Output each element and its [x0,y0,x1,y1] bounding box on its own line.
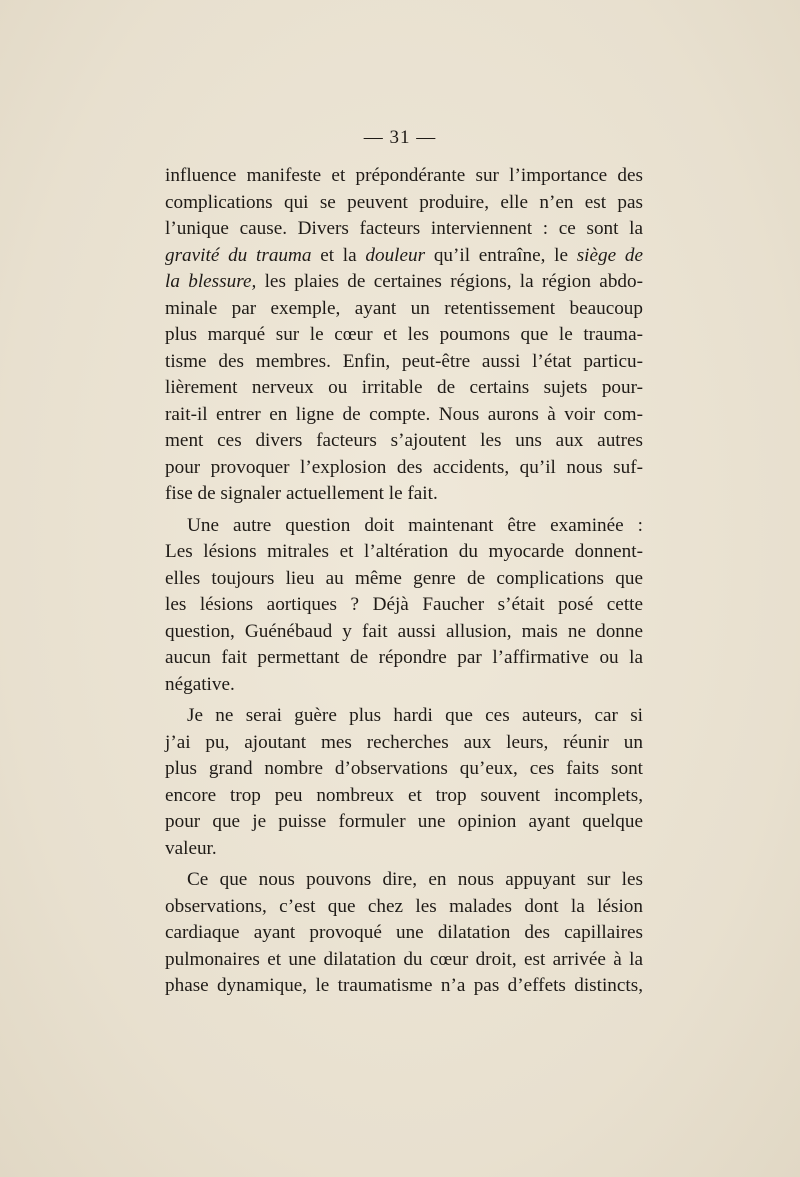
paragraph [165,513,643,699]
text-line: rait-il entrer en ligne de compte. Nous aurons à voir com- [165,403,643,425]
text-line: Je ne serai guère plus hardi que ces auteurs, car si [187,705,643,726]
body-text [165,163,643,1000]
text-line: plus grand nombre d’observations qu’eux, ces faits sont [165,758,643,779]
italic-phrase: siège de [576,244,643,266]
text-line: minale par exemple, ayant un retentissement beaucoup [165,297,643,319]
text-line: Ce que nous pouvons dire, en nous appuyant sur les [187,869,643,890]
paragraph [165,867,643,1000]
text-line: les lésions aortiques ? Déjà Faucher s’était posé cette [165,594,643,615]
text-line: aucun fait permettant de répondre par l’affirmative ou la [165,647,643,668]
text-line: valeur. [165,837,217,859]
page-number: — 31 — [363,127,437,148]
text-line: l’unique cause. Divers facteurs interviennent : ce sont la [165,218,643,239]
paragraph [165,163,643,508]
text-line: pour provoquer l’explosion des accidents, qu’il nous suf- [165,456,643,478]
text-line: observations, c’est que chez les malades dont la lésion [165,895,643,917]
italic-phrase: la blessure, [165,271,257,292]
text-segment: les plaies de certaines régions, la région abdo- [256,271,643,292]
text-line: ment ces divers facteurs s’ajoutent les uns aux autres [165,430,643,451]
text-line: Une autre question doit maintenant être examinée : [187,514,643,536]
text-line: elles toujours lieu au même genre de complications que [165,567,643,589]
paragraph [165,703,643,862]
text-line: pour que je puisse formuler une opinion ayant quelque [165,811,643,832]
text-line: lièrement nerveux ou irritable de certains sujets pour- [165,377,643,398]
text-line: complications qui se peuvent produire, elle n’en est pas [165,191,643,213]
italic-phrase: douleur [365,244,426,266]
text-line: tisme des membres. Enfin, peut-être aussi l’état particu- [165,350,643,372]
text-line: négative. [165,673,235,695]
text-line: phase dynamique, le traumatisme n’a pas d’effets distincts, [165,975,643,996]
text-line: plus marqué sur le cœur et les poumons que le trauma- [165,324,643,345]
text-line: pulmonaires et une dilatation du cœur droit, est arrivée à la [165,948,643,970]
text-line: Les lésions mitrales et l’altération du myocarde donnent- [165,541,643,562]
text-line [165,269,643,296]
text-segment: qu’il entraîne, le [425,244,577,266]
text-line: fise de signaler actuellement le fait. [165,483,438,504]
text-segment: et la [311,244,366,266]
text-line: j’ai pu, ajoutant mes recherches aux leurs, réunir un [165,731,643,753]
text-line: influence manifeste et prépondérante sur l’importance des [165,165,643,186]
text-line [165,243,643,270]
text-line: question, Guénébaud y fait aussi allusion, mais ne donne [165,620,643,642]
text-line: cardiaque ayant provoqué une dilatation des capillaires [165,922,643,943]
text-line: encore trop peu nombreux et trop souvent incomplets, [165,784,643,806]
italic-phrase: gravité du trauma [165,244,312,266]
